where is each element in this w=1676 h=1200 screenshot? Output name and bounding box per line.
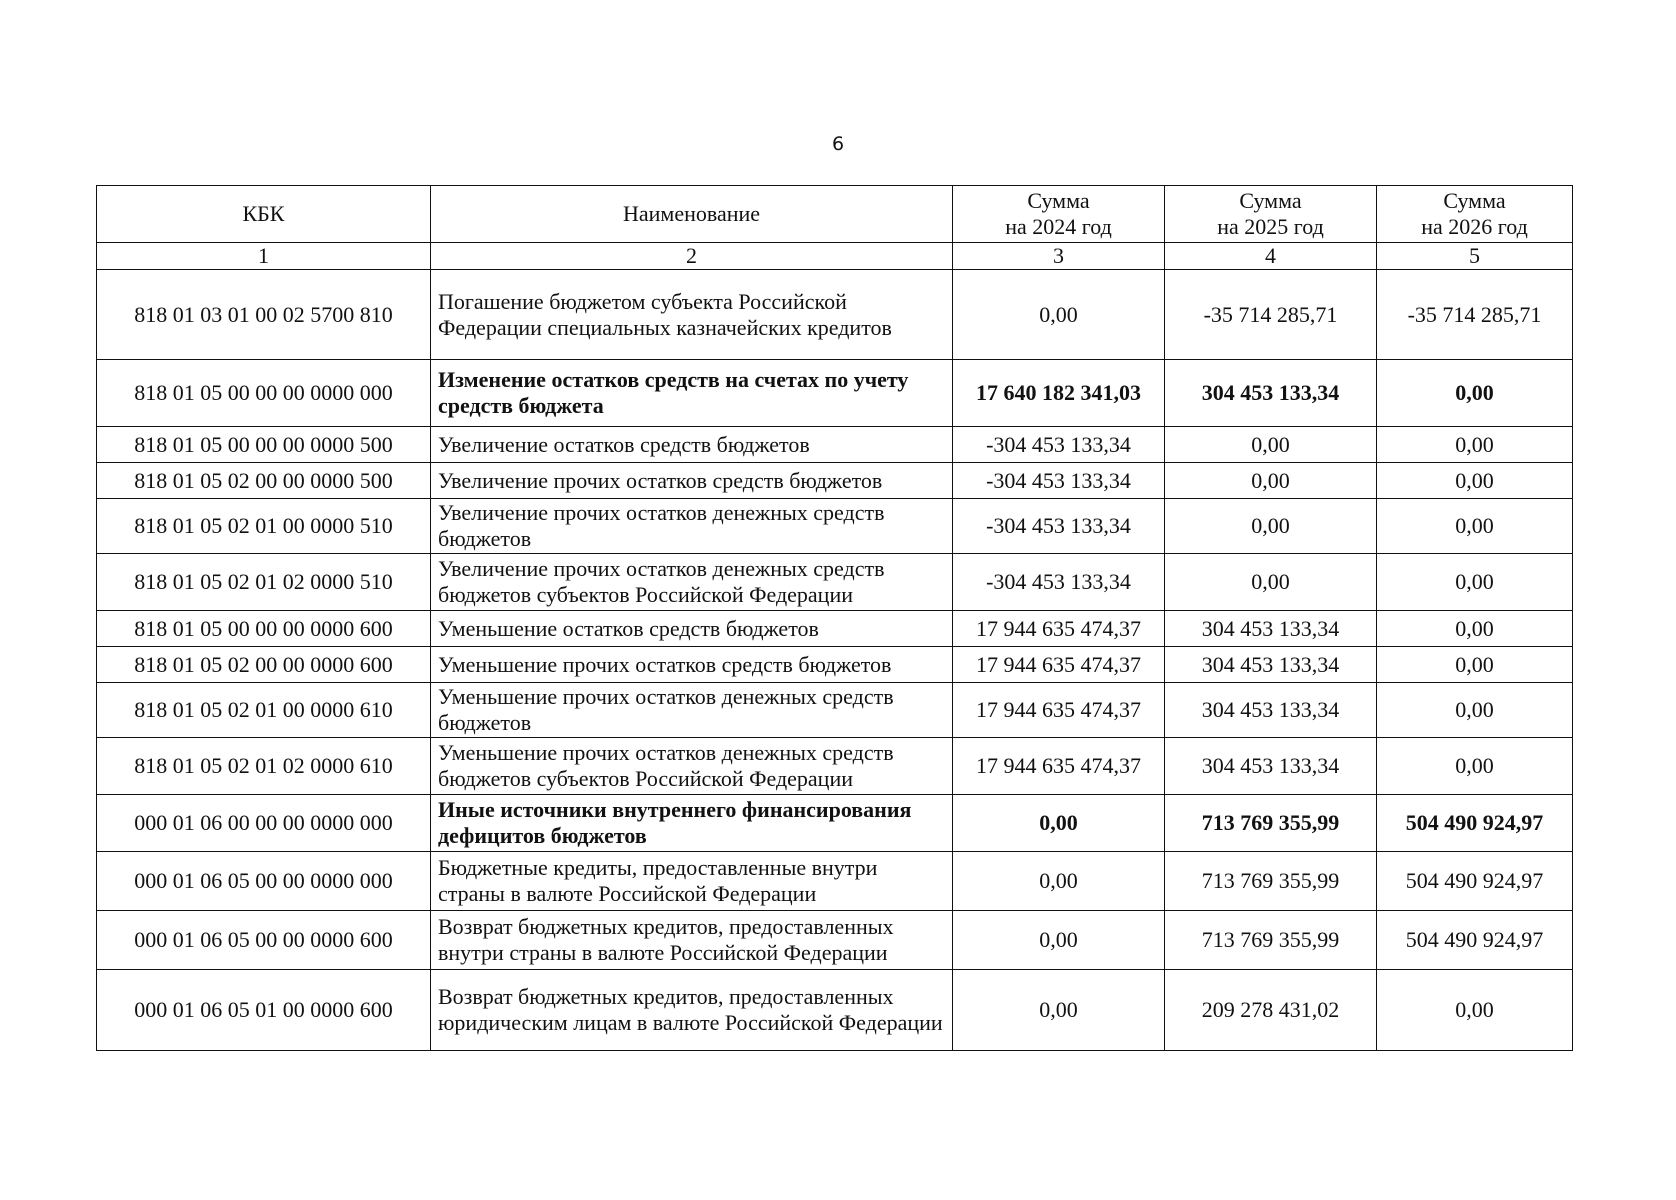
column-number: 3 bbox=[953, 243, 1165, 270]
kbk-cell: 818 01 05 02 01 02 0000 510 bbox=[97, 554, 431, 611]
sum-2025-cell: 0,00 bbox=[1165, 463, 1377, 499]
table-row bbox=[97, 647, 1573, 683]
table-row bbox=[97, 795, 1573, 852]
kbk-cell: 000 01 06 05 00 00 0000 000 bbox=[97, 852, 431, 911]
column-number: 1 bbox=[97, 243, 431, 270]
kbk-cell: 818 01 05 02 01 00 0000 510 bbox=[97, 499, 431, 554]
sum-2026-cell: 0,00 bbox=[1377, 360, 1573, 427]
sum-2024-cell: 17 944 635 474,37 bbox=[953, 647, 1165, 683]
sum-2026-cell: 504 490 924,97 bbox=[1377, 852, 1573, 911]
table-row bbox=[97, 270, 1573, 360]
sum-2026-cell: 0,00 bbox=[1377, 683, 1573, 738]
name-cell: Уменьшение остатков средств бюджетов bbox=[431, 611, 953, 647]
column-number: 2 bbox=[431, 243, 953, 270]
table-row bbox=[97, 463, 1573, 499]
name-cell: Увеличение остатков средств бюджетов bbox=[431, 427, 953, 463]
sum-2025-cell: 304 453 133,34 bbox=[1165, 360, 1377, 427]
sum-2025-cell: 304 453 133,34 bbox=[1165, 683, 1377, 738]
name-cell: Увеличение прочих остатков денежных средств бюджетов субъектов Российской Федерации bbox=[431, 554, 953, 611]
sum-2025-cell: 713 769 355,99 bbox=[1165, 795, 1377, 852]
sum-2024-cell: 0,00 bbox=[953, 911, 1165, 970]
sum-2026-cell: 0,00 bbox=[1377, 463, 1573, 499]
sum-2025-cell: 713 769 355,99 bbox=[1165, 852, 1377, 911]
column-number: 4 bbox=[1165, 243, 1377, 270]
table-header-row bbox=[97, 186, 1573, 243]
kbk-cell: 000 01 06 05 01 00 0000 600 bbox=[97, 970, 431, 1051]
name-cell: Увеличение прочих остатков средств бюджетов bbox=[431, 463, 953, 499]
table-row bbox=[97, 554, 1573, 611]
name-cell: Увеличение прочих остатков денежных средств бюджетов bbox=[431, 499, 953, 554]
name-cell: Изменение остатков средств на счетах по учету средств бюджета bbox=[431, 360, 953, 427]
table-row bbox=[97, 427, 1573, 463]
sum-2026-cell: 0,00 bbox=[1377, 738, 1573, 795]
kbk-cell: 000 01 06 00 00 00 0000 000 bbox=[97, 795, 431, 852]
sum-2024-cell: 0,00 bbox=[953, 795, 1165, 852]
kbk-cell: 818 01 05 02 01 00 0000 610 bbox=[97, 683, 431, 738]
name-cell: Возврат бюджетных кредитов, предоставленных юридическим лицам в валюте Российской Федерации bbox=[431, 970, 953, 1051]
sum-2026-cell: 0,00 bbox=[1377, 611, 1573, 647]
sum-2025-cell: 209 278 431,02 bbox=[1165, 970, 1377, 1051]
sum-2024-cell: -304 453 133,34 bbox=[953, 554, 1165, 611]
table-row bbox=[97, 852, 1573, 911]
sum-2024-cell: 17 640 182 341,03 bbox=[953, 360, 1165, 427]
name-cell: Уменьшение прочих остатков денежных средств бюджетов bbox=[431, 683, 953, 738]
sum-2025-cell: 713 769 355,99 bbox=[1165, 911, 1377, 970]
sum-2025-cell: 304 453 133,34 bbox=[1165, 738, 1377, 795]
name-cell: Уменьшение прочих остатков средств бюджетов bbox=[431, 647, 953, 683]
sum-2026-cell: 0,00 bbox=[1377, 499, 1573, 554]
sum-2024-cell: -304 453 133,34 bbox=[953, 427, 1165, 463]
budget-sources-table bbox=[96, 185, 1573, 1051]
table-row bbox=[97, 970, 1573, 1051]
header-sum-2024: Сумма на 2024 год bbox=[953, 186, 1165, 243]
table-row bbox=[97, 611, 1573, 647]
header-sum-2025: Сумма на 2025 год bbox=[1165, 186, 1377, 243]
sum-2024-cell: 17 944 635 474,37 bbox=[953, 611, 1165, 647]
sum-2024-cell: -304 453 133,34 bbox=[953, 463, 1165, 499]
kbk-cell: 818 01 03 01 00 02 5700 810 bbox=[97, 270, 431, 360]
table-body bbox=[97, 270, 1573, 1051]
name-cell: Уменьшение прочих остатков денежных средств бюджетов субъектов Российской Федерации bbox=[431, 738, 953, 795]
kbk-cell: 818 01 05 00 00 00 0000 600 bbox=[97, 611, 431, 647]
kbk-cell: 818 01 05 00 00 00 0000 500 bbox=[97, 427, 431, 463]
sum-2026-cell: 504 490 924,97 bbox=[1377, 911, 1573, 970]
header-sum-2026: Сумма на 2026 год bbox=[1377, 186, 1573, 243]
sum-2024-cell: -304 453 133,34 bbox=[953, 499, 1165, 554]
kbk-cell: 818 01 05 00 00 00 0000 000 bbox=[97, 360, 431, 427]
sum-2025-cell: 304 453 133,34 bbox=[1165, 611, 1377, 647]
sum-2024-cell: 0,00 bbox=[953, 270, 1165, 360]
sum-2024-cell: 0,00 bbox=[953, 852, 1165, 911]
sum-2024-cell: 0,00 bbox=[953, 970, 1165, 1051]
sum-2025-cell: 0,00 bbox=[1165, 499, 1377, 554]
column-number-row bbox=[97, 243, 1573, 270]
sum-2026-cell: 0,00 bbox=[1377, 647, 1573, 683]
sum-2026-cell: -35 714 285,71 bbox=[1377, 270, 1573, 360]
table-row bbox=[97, 911, 1573, 970]
name-cell: Бюджетные кредиты, предоставленные внутри страны в валюте Российской Федерации bbox=[431, 852, 953, 911]
sum-2025-cell: 0,00 bbox=[1165, 554, 1377, 611]
kbk-cell: 818 01 05 02 00 00 0000 600 bbox=[97, 647, 431, 683]
name-cell: Возврат бюджетных кредитов, предоставленных внутри страны в валюте Российской Федерации bbox=[431, 911, 953, 970]
table-row bbox=[97, 360, 1573, 427]
header-name: Наименование bbox=[431, 186, 953, 243]
kbk-cell: 000 01 06 05 00 00 0000 600 bbox=[97, 911, 431, 970]
table-row bbox=[97, 683, 1573, 738]
sum-2026-cell: 0,00 bbox=[1377, 427, 1573, 463]
header-kbk: КБК bbox=[97, 186, 431, 243]
page-number: 6 bbox=[831, 133, 845, 155]
kbk-cell: 818 01 05 02 01 02 0000 610 bbox=[97, 738, 431, 795]
name-cell: Погашение бюджетом субъекта Российской Федерации специальных казначейских кредитов bbox=[431, 270, 953, 360]
sum-2024-cell: 17 944 635 474,37 bbox=[953, 738, 1165, 795]
sum-2026-cell: 0,00 bbox=[1377, 970, 1573, 1051]
kbk-cell: 818 01 05 02 00 00 0000 500 bbox=[97, 463, 431, 499]
table-row bbox=[97, 738, 1573, 795]
sum-2024-cell: 17 944 635 474,37 bbox=[953, 683, 1165, 738]
column-number: 5 bbox=[1377, 243, 1573, 270]
table-row bbox=[97, 499, 1573, 554]
sum-2025-cell: -35 714 285,71 bbox=[1165, 270, 1377, 360]
sum-2026-cell: 0,00 bbox=[1377, 554, 1573, 611]
sum-2025-cell: 0,00 bbox=[1165, 427, 1377, 463]
sum-2025-cell: 304 453 133,34 bbox=[1165, 647, 1377, 683]
name-cell: Иные источники внутреннего финансирования дефицитов бюджетов bbox=[431, 795, 953, 852]
sum-2026-cell: 504 490 924,97 bbox=[1377, 795, 1573, 852]
